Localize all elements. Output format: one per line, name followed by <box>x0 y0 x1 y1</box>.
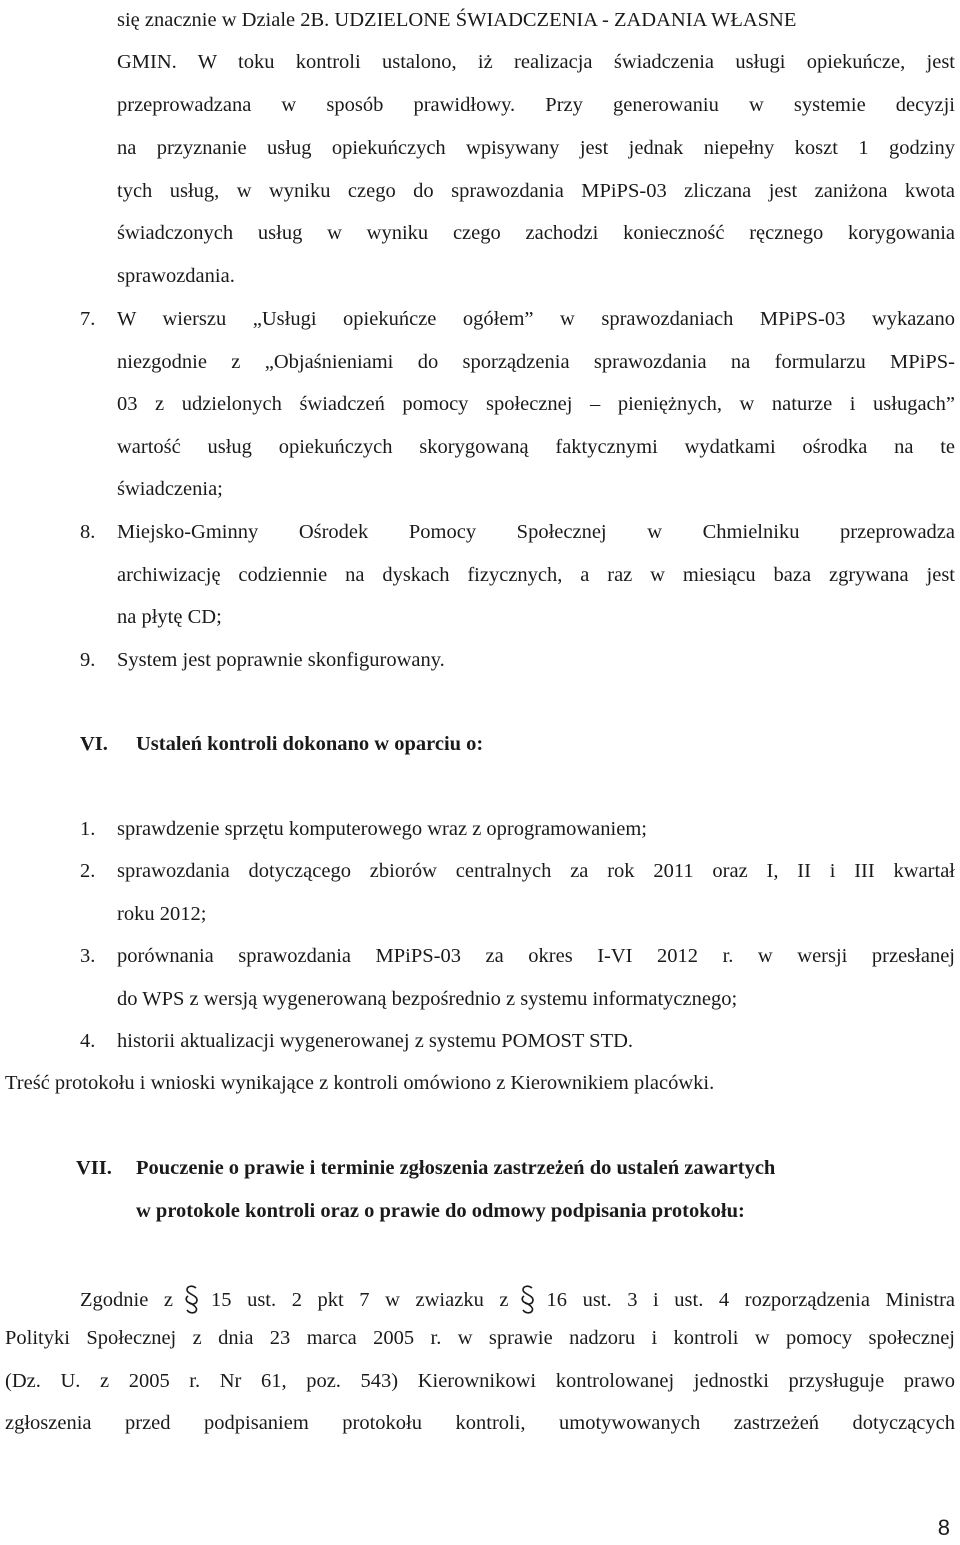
item-7-number: 7. <box>80 308 96 330</box>
section-6-item-2-number: 2. <box>80 860 96 882</box>
page-number: 8 <box>937 1515 950 1540</box>
item-8-line-2: archiwizację codziennie na dyskach fizycznych, a raz w miesiącu baza zgrywana jest <box>117 564 955 586</box>
section-6-title: Ustaleń kontroli dokonano w oparciu o: <box>136 733 484 755</box>
item-8-line-1: Miejsko-Gminny Ośrodek Pomocy Społecznej w Chmielniku przeprowadza <box>117 521 955 543</box>
section-7-paragraph-line-2: Polityki Społecznej z dnia 23 marca 2005 r. w sprawie nadzoru i kontroli w pomocy społecznej <box>5 1327 955 1349</box>
section-6-item-4-number: 4. <box>80 1030 96 1052</box>
section-7-text-a: Zgodnie z <box>80 1289 173 1311</box>
section-7-text-c: 16 ust. 3 i ust. 4 rozporządzenia Ministra <box>546 1289 955 1311</box>
section-6-closing: Treść protokołu i wnioski wynikające z kontroli omówiono z Kierownikiem placówki. <box>5 1072 715 1094</box>
section-6-item-2-line-1: sprawozdania dotyczącego zbiorów centralnych za rok 2011 oraz I, II i III kwartał <box>117 860 955 882</box>
section-6-item-1-number: 1. <box>80 818 96 840</box>
section-7-number: VII. <box>76 1157 112 1179</box>
section-6-item-3-line-2: do WPS z wersją wygenerowaną bezpośrednio z systemu informatycznego; <box>117 988 738 1010</box>
section-sign-icon <box>183 1284 201 1314</box>
item-7-line-5: świadczenia; <box>117 478 223 500</box>
section-7-paragraph-line-4: zgłoszenia przed podpisaniem protokołu kontroli, umotywowanych zastrzeżeń dotyczących <box>5 1412 955 1434</box>
item-7-line-2: niezgodnie z „Objaśnieniami do sporządzenia sprawozdania na formularzu MPiPS- <box>117 351 955 373</box>
section-7-paragraph-line-1 <box>80 1284 955 1314</box>
section-7-title-line-2: w protokole kontroli oraz o prawie do odmowy podpisania protokołu: <box>136 1200 745 1222</box>
item-9-line-1: System jest poprawnie skonfigurowany. <box>117 649 445 671</box>
section-sign-icon <box>519 1284 537 1314</box>
section-6-item-4-line-1: historii aktualizacji wygenerowanej z systemu POMOST STD. <box>117 1030 634 1052</box>
section-6-item-2-line-2: roku 2012; <box>117 903 207 925</box>
intro-line-5: tych usług, w wyniku czego do sprawozdania MPiPS-03 zliczana jest zaniżona kwota <box>117 180 955 202</box>
intro-line-1: się znacznie w Dziale 2B. UDZIELONE ŚWIADCZENIA - ZADANIA WŁASNE <box>117 9 797 31</box>
item-8-line-3: na płytę CD; <box>117 606 222 628</box>
item-9-number: 9. <box>80 649 96 671</box>
section-7-paragraph-line-3: (Dz. U. z 2005 r. Nr 61, poz. 543) Kierownikowi kontrolowanej jednostki przysługuje prawo <box>5 1370 955 1392</box>
section-6-item-3-line-1: porównania sprawozdania MPiPS-03 za okres I-VI 2012 r. w wersji przesłanej <box>117 945 955 967</box>
intro-line-6: świadczonych usług w wyniku czego zachodzi konieczność ręcznego korygowania <box>117 222 955 244</box>
item-7-line-3: 03 z udzielonych świadczeń pomocy społecznej – pieniężnych, w naturze i usługach” <box>117 393 955 415</box>
section-6-item-1-line-1: sprawdzenie sprzętu komputerowego wraz z oprogramowaniem; <box>117 818 647 840</box>
section-7-text-b: 15 ust. 2 pkt 7 w zwiazku z <box>211 1289 509 1311</box>
section-6-number: VI. <box>80 733 108 755</box>
intro-line-7: sprawozdania. <box>117 265 235 287</box>
item-7-line-1: W wierszu „Usługi opiekuńcze ogółem” w sprawozdaniach MPiPS-03 wykazano <box>117 308 955 330</box>
intro-line-3: przeprowadzana w sposób prawidłowy. Przy generowaniu w systemie decyzji <box>117 94 955 116</box>
section-6-item-3-number: 3. <box>80 945 96 967</box>
intro-line-4: na przyznanie usług opiekuńczych wpisywany jest jednak niepełny koszt 1 godziny <box>117 137 955 159</box>
intro-line-2: GMIN. W toku kontroli ustalono, iż realizacja świadczenia usługi opiekuńcze, jest <box>117 51 955 73</box>
item-7-line-4: wartość usług opiekuńczych skorygowaną faktycznymi wydatkami ośrodka na te <box>117 436 955 458</box>
item-8-number: 8. <box>80 521 96 543</box>
section-7-title-line-1: Pouczenie o prawie i terminie zgłoszenia zastrzeżeń do ustaleń zawartych <box>136 1157 776 1179</box>
